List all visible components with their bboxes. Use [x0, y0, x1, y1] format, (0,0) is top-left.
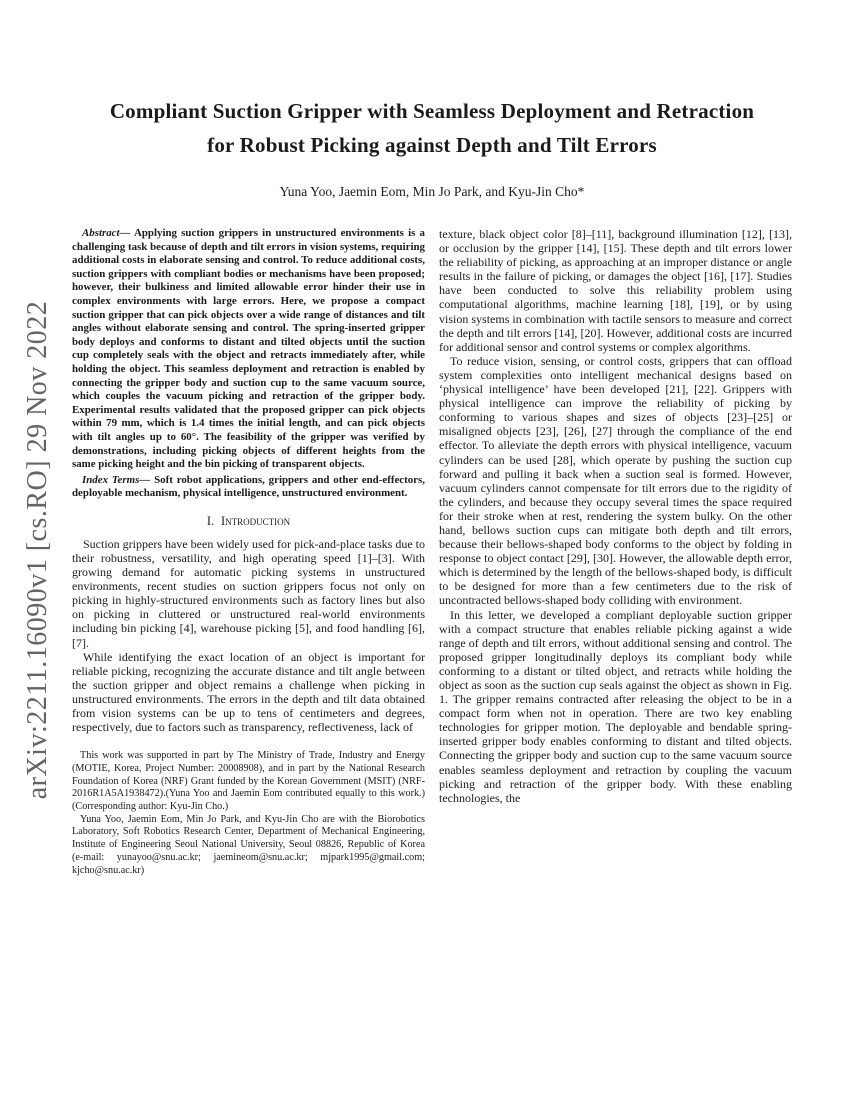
left-column: [72, 227, 425, 877]
intro-paragraph-2-continued: texture, black object color [8]–[11], background illumination [12], [13], or occlusion by the gripper [14], [15]. These depth and tilt errors lower the reliability of picking, as approaching at an improper distance or angle results in the failure of picking, or damages the object [16], [17]. Studies have been conducted to solve this reliability problem using computational algorithms, machine learning [18], [19], or by using vision systems in combination with tactile sensors to measure and correct the depth and tilt errors [14], [20]. However, additional costs are incurred for additional sensor and control systems or complex algorithms.: [439, 227, 792, 354]
footnote-funding: This work was supported in part by The Ministry of Trade, Industry and Energy (MOTIE, Korea, Project Number: 20008908), and in part by the National Research Foundation of Korea (NRF) Grant funded by the Korean Government (MSIT) (NRF-2016R1A5A1938472).(Yuna Yoo and Jaemin Eom contributed equally to this work.) (Corresponding author: Kyu-Jin Cho.): [72, 750, 425, 812]
intro-paragraph-3: To reduce vision, sensing, or control costs, grippers that can offload system complexities onto intelligent mechanical designs based on ‘physical intelligence’ have been developed [21], [22]. Grippers with physical intelligence can improve the reliability of picking by conforming to various shapes and sizes of objects [23]–[25] or misaligned objects [23], [26], [27] through the compliance of the end effector. To alleviate the depth errors with physical intelligence, vacuum cylinders can be used [28], which operate by pushing the suction cup forward and pulling it back when a suction seal is formed. However, vacuum cylinders cannot compensate for tilt errors due to the rigidity of the cylinders, and because they occupy several times the space required for their stroke when at rest, rendering the system bulky. On the other hand, bellows suction cups can mitigate both depth and tilt errors, because their bellows-shaped body conforms to the object by folding in response to object contact [29], [30]. However, the allowable depth error, which is determined by the length of the bellows-shaped body, is difficult to be designed for more than a few centimeters due to the risk of uncontracted bellows-shaped body colliding with environment.: [439, 353, 792, 608]
abstract: [72, 227, 425, 472]
section-number: I.: [206, 513, 215, 528]
intro-paragraph-2: While identifying the exact location of an object is important for reliable picking, recognizing the accurate distance and tilt angle between the suction gripper and object remains a challenge when picking in unstructured environments. The errors in the depth and tilt data obtained from vision systems can be up to tens of centimeters and degrees, respectively, due to factors such as transparency, reflectiveness, lack of: [72, 649, 425, 735]
intro-paragraph-1: Suction grippers have been widely used for pick-and-place tasks due to their robustness, versatility, and high operating speed [1]–[3]. With growing demand for automatic picking systems in unstructured environments, recent studies on suction grippers focus not only on picking in highly-structured environments such as factory lines but also on picking in cluttered or unstructured real-world environments including bin picking [4], warehouse picking [5], and food handling [6], [7].: [72, 536, 425, 650]
right-column: [439, 227, 792, 877]
paper-title-line2: for Robust Picking against Depth and Tilt Errors: [207, 133, 657, 157]
index-terms-text: Soft robot applications, grippers and other end-effectors, deployable mechanism, physical intelligence, unstructured environment.: [72, 473, 425, 500]
intro-paragraph-4: In this letter, we developed a compliant deployable suction gripper with a compact structure that enables reliable picking against a wide range of depth and tilt errors, without additional sensing and control. The proposed gripper longitudinally deploys its compliant body while conforming to a distant or tilted object, and retracts while holding the object as soon as the suction cup seals against the object as shown in Fig. 1. The gripper remains contracted after releasing the object to be in a compact form when not in operation. There are two key enabling technologies for gripper motion. The deployable and bendable spring-inserted gripper body enables conforming to distant and tilted objects. Connecting the gripper body and suction cup to the same vacuum source enables seamless deployment and retraction by coupling the vacuum picking and retraction of the gripper body. With these enabling technologies, the: [439, 607, 792, 805]
paper-title: [82, 94, 782, 162]
arxiv-banner: arXiv:2211.16090v1 [cs.RO] 29 Nov 2022: [22, 300, 53, 800]
paper-page: [72, 0, 792, 877]
index-terms: [72, 474, 425, 501]
section-title: Introduction: [221, 513, 291, 528]
abstract-label: Abstract—: [82, 227, 131, 239]
footnote-block: [72, 750, 425, 877]
index-terms-label: Index Terms—: [82, 473, 151, 486]
paper-title-line1: Compliant Suction Gripper with Seamless Deployment and Retraction: [109, 99, 755, 123]
abstract-text: Applying suction grippers in unstructured environments is a challenging task because of depth and tilt errors in vision systems, requiring additional costs in elaborate sensing and control. To reduce additional costs, suction grippers with compliant bodies or mechanisms have been proposed; however, their bulkiness and limited allowable error hinder their use in complex environments with large errors. Here, we propose a compact suction gripper that can pick objects over a wide range of distances and tilt angles without elaborate sensing and control. The spring-inserted gripper body deploys and conforms to distant and tilted objects until the suction cup completely seals with the object and retracts immediately after, while holding the object. This seamless deployment and retraction is enabled by connecting the gripper body and suction cup to the same vacuum source, which couples the vacuum picking and retraction of the gripper body. Experimental results validated that the proposed gripper can pick objects within 79 mm, which is 1.4 times the initial length, and can pick objects with tilt angles up to 60°. The feasibility of the gripper was verified by demonstrations, including picking objects of different heights from the same picking height and the bin picking of transparent objects.: [72, 227, 425, 471]
paper-authors: Yuna Yoo, Jaemin Eom, Min Jo Park, and Kyu-Jin Cho*: [279, 184, 585, 199]
footnote-affiliation: Yuna Yoo, Jaemin Eom, Min Jo Park, and Kyu-Jin Cho are with the Biorobotics Laboratory, Soft Robotics Research Center, Department of Mechanical Engineering, Institute of Engineering Seoul National University, Seoul 08826, Republic of Korea (e-mail: yunayoo@snu.ac.kr; jaemineom@snu.ac.kr; mjpark1995@gmail.com; kjcho@snu.ac.kr): [72, 813, 425, 876]
two-column-layout: [72, 227, 792, 877]
section-heading-introduction: [72, 514, 425, 529]
